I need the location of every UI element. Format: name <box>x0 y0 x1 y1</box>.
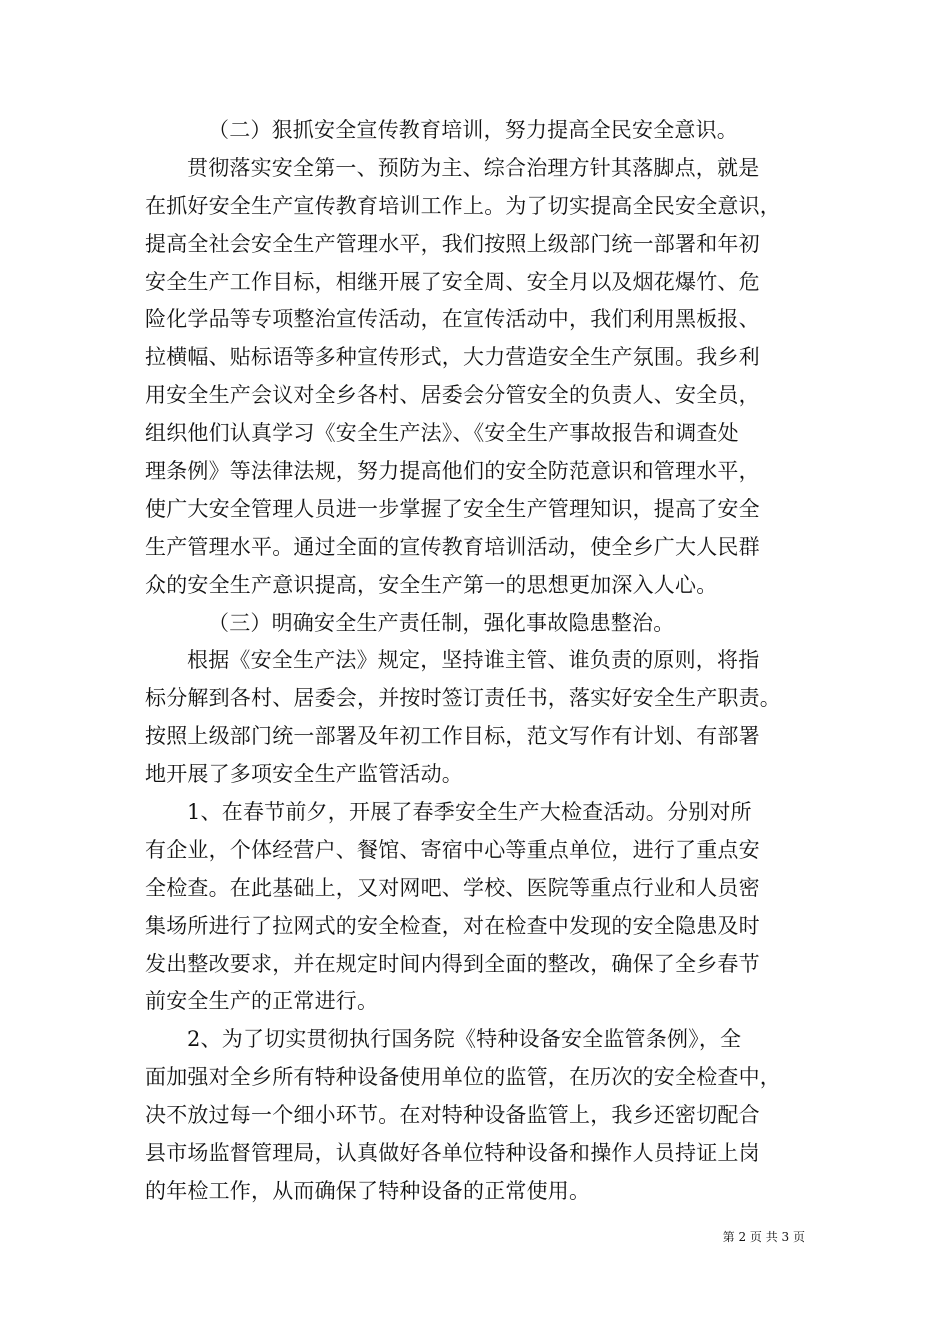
paragraph-line: 提高全社会安全生产管理水平，我们按照上级部门统一部署和年初 <box>145 231 760 256</box>
paragraph-line: 全检查。在此基础上，又对网吧、学校、医院等重点行业和人员密 <box>145 875 760 900</box>
paragraph-line: 贯彻落实安全第一、预防为主、综合治理方针其落脚点，就是 <box>187 155 760 180</box>
paragraph-line: 使广大安全管理人员进一步掌握了安全生产管理知识，提高了安全 <box>145 496 760 521</box>
paragraph-line: 按照上级部门统一部署及年初工作目标，范文写作有计划、有部署 <box>145 724 760 749</box>
section-heading: （三）明确安全生产责任制，强化事故隐患整治。 <box>208 610 675 635</box>
section-heading: （二）狠抓安全宣传教育培训，努力提高全民安全意识。 <box>208 118 738 142</box>
paragraph-line: 标分解到各村、居委会，并按时签订责任书，落实好安全生产职责。 <box>145 686 781 711</box>
paragraph-line: 集场所进行了拉网式的安全检查，对在检查中发现的安全隐患及时 <box>145 913 760 938</box>
paragraph-line: 有企业，个体经营户、餐馆、寄宿中心等重点单位，进行了重点安 <box>145 837 760 862</box>
paragraph-line: 险化学品等专项整治宣传活动，在宣传活动中，我们利用黑板报、 <box>145 307 760 332</box>
paragraph-line: 2、为了切实贯彻执行国务院《特种设备安全监管条例》，全 <box>187 1027 742 1052</box>
paragraph-line: 在抓好安全生产宣传教育培训工作上。为了切实提高全民安全意识， <box>145 193 781 218</box>
paragraph-line: 拉横幅、贴标语等多种宣传形式，大力营造安全生产氛围。我乡利 <box>145 345 760 370</box>
paragraph-line: 的年检工作，从而确保了特种设备的正常使用。 <box>145 1178 591 1203</box>
paragraph-line: 组织他们认真学习《安全生产法》、《安全生产事故报告和调查处 <box>145 421 739 446</box>
paragraph-line: 根据《安全生产法》规定，坚持谁主管、谁负责的原则，将指 <box>187 648 760 673</box>
paragraph-line: 理条例》等法律法规，努力提高他们的安全防范意识和管理水平， <box>145 459 760 484</box>
paragraph-line: 生产管理水平。通过全面的宣传教育培训活动，使全乡广大人民群 <box>145 534 760 559</box>
paragraph-line: 众的安全生产意识提高，安全生产第一的思想更加深入人心。 <box>145 572 718 597</box>
paragraph-line: 发出整改要求，并在规定时间内得到全面的整改，确保了全乡春节 <box>145 951 760 976</box>
paragraph-line: 面加强对全乡所有特种设备使用单位的监管，在历次的安全检查中， <box>145 1065 781 1090</box>
paragraph-line: 前安全生产的正常进行。 <box>145 989 379 1014</box>
paragraph-line: 1、在春节前夕，开展了春季安全生产大检查活动。分别对所 <box>187 800 752 825</box>
document-body <box>145 112 805 1211</box>
page-number: 第 2 页 共 3 页 <box>722 1230 805 1244</box>
paragraph-line: 用安全生产会议对全乡各村、居委会分管安全的负责人、安全员， <box>145 383 760 408</box>
paragraph-line: 县市场监督管理局，认真做好各单位特种设备和操作人员持证上岗 <box>145 1141 760 1166</box>
paragraph-line: 决不放过每一个细小环节。在对特种设备监管上，我乡还密切配合 <box>145 1103 760 1128</box>
paragraph-line: 地开展了多项安全生产监管活动。 <box>145 762 463 787</box>
paragraph-line: 安全生产工作目标，相继开展了安全周、安全月以及烟花爆竹、危 <box>145 269 760 294</box>
